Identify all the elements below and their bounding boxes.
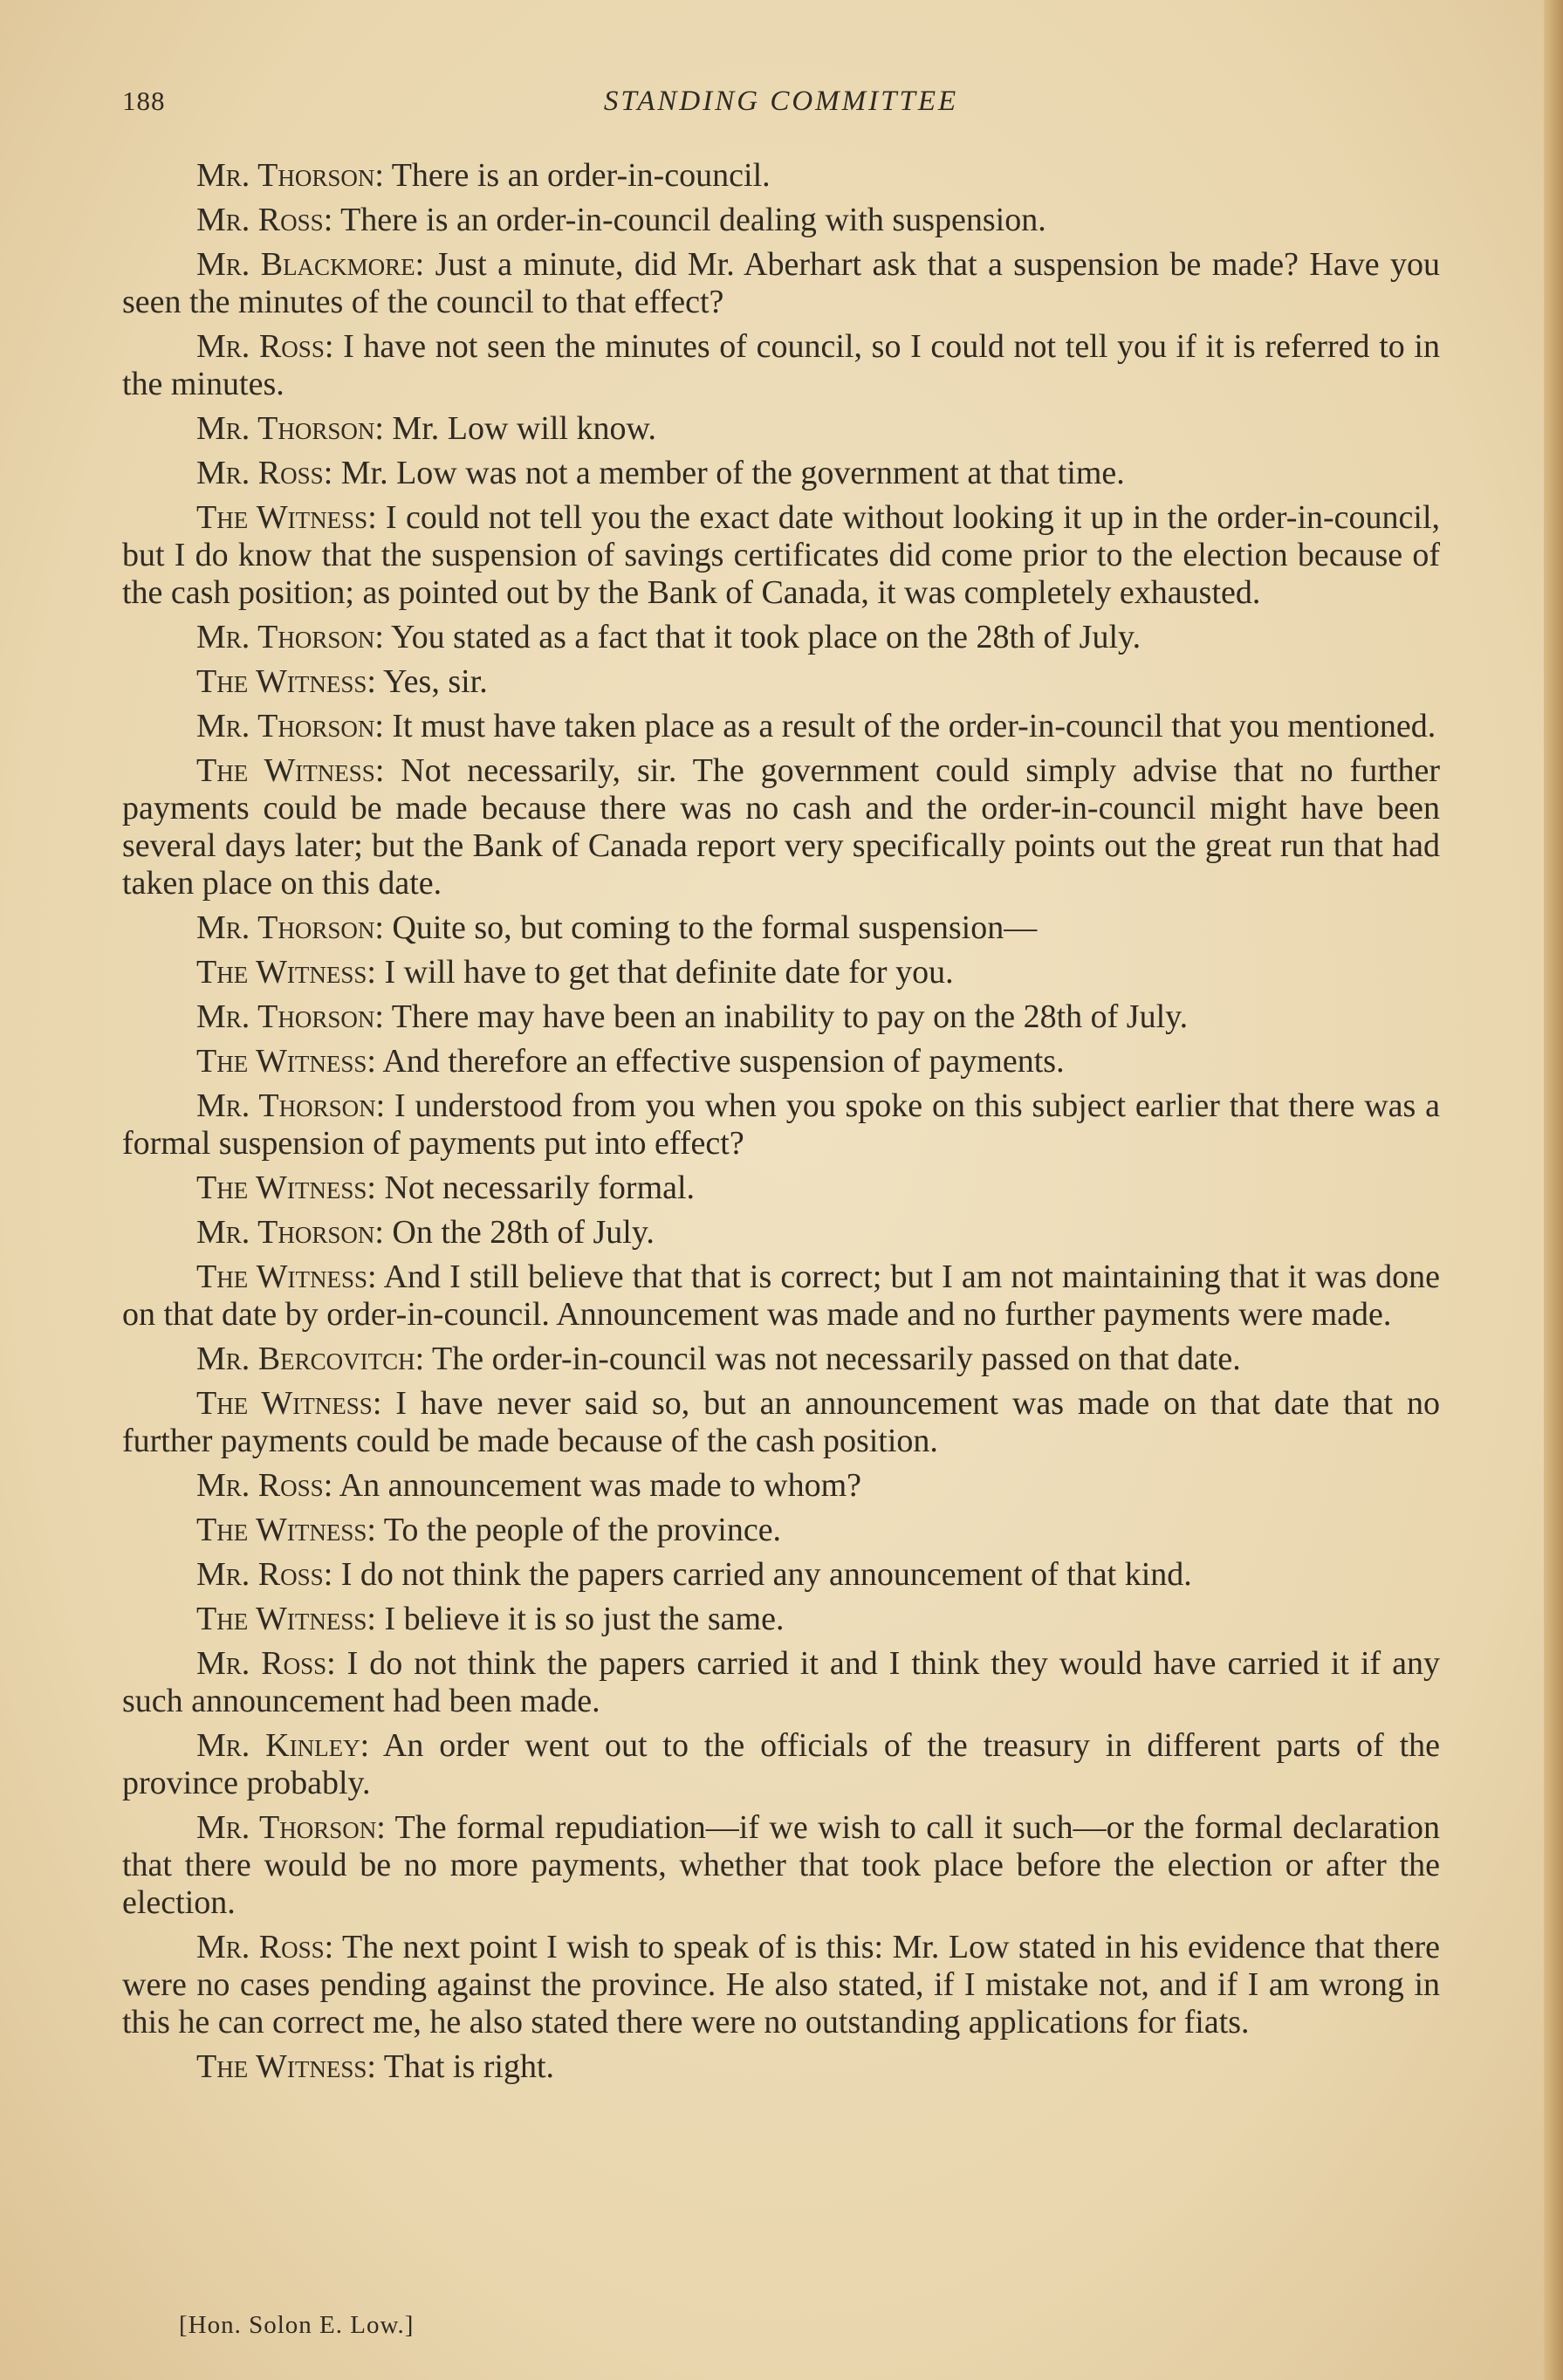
speaker-name: Mr. Thorson — [196, 708, 375, 744]
speaker-name: The Witness — [196, 1512, 367, 1548]
speaker-name: Mr. Ross — [196, 1467, 324, 1504]
transcript-paragraph: The Witness: I have never said so, but an announcement was made on that date that no further payments could be made because of the cash position. — [122, 1385, 1441, 1459]
transcript-paragraph: Mr. Thorson: I understood from you when you spoke on this subject earlier that there was a formal suspension of payments put into effect? — [122, 1087, 1440, 1162]
speaker-name: Mr. Ross — [196, 1929, 325, 1965]
speaker-name: The Witness — [196, 1601, 367, 1637]
transcript-paragraph: Mr. Ross: I have not seen the minutes of council, so I could not tell you if it is referred to in the minutes. — [122, 328, 1440, 402]
speech-text: I believe it is so just the same. — [384, 1601, 785, 1637]
transcript-paragraph: Mr. Thorson: You stated as a fact that it took place on the 28th of July. — [196, 619, 1141, 655]
speaker-name: The Witness — [196, 499, 368, 536]
transcript-paragraph: Mr. Ross: An announcement was made to whom? — [196, 1467, 861, 1504]
speaker-name: Mr. Thorson — [196, 1214, 375, 1251]
speech-text: Not necessarily formal. — [384, 1169, 696, 1206]
transcript-paragraph: Mr. Ross: I do not think the papers carried any announcement of that kind. — [196, 1556, 1192, 1593]
transcript-paragraph: The Witness: Yes, sir. — [196, 663, 488, 700]
speech-text: You stated as a fact that it took place on the 28th of July. — [391, 619, 1141, 655]
page-edge — [1544, 0, 1563, 2380]
speech-text: An order went out to the officials of the treasury in different parts of the province probably. — [122, 1727, 1440, 1801]
speaker-name: Mr. Blackmore — [196, 246, 415, 283]
speaker-name: The Witness — [196, 954, 367, 991]
transcript-paragraph: The Witness: I believe it is so just the same. — [196, 1601, 785, 1637]
speaker-name: The Witness — [196, 663, 367, 700]
speech-text: An announcement was made to whom? — [339, 1467, 861, 1504]
transcript-paragraph: The Witness: That is right. — [196, 2048, 555, 2085]
speech-text: The next point I wish to speak of is this: Mr. Low stated in his evidence that there were no cases pending against the province. He also stated, if I mistake not, and if I am wrong in this he can correct me, he also stated there were no outstanding applications for fiats. — [122, 1929, 1440, 2040]
speech-text: Mr. Low will know. — [392, 410, 656, 447]
speaker-name: Mr. Thorson — [196, 909, 375, 946]
speaker-name: The Witness — [196, 1259, 367, 1295]
transcript-paragraph: Mr. Blackmore: Just a minute, did Mr. Aberhart ask that a suspension be made? Have you seen the minutes of the council to that effect? — [122, 246, 1441, 320]
speech-text: I do not think the papers carried it and I think they would have carried it if any such announcement had been made. — [122, 1645, 1440, 1719]
transcript-paragraph: Mr. Thorson: There is an order-in-council. — [196, 157, 771, 194]
speaker-name: Mr. Thorson — [196, 157, 375, 194]
speaker-name: Mr. Kinley — [196, 1727, 360, 1764]
speech-text: To the people of the province. — [383, 1512, 782, 1548]
running-head: STANDING COMMITTEE — [603, 86, 959, 117]
transcript-paragraph: The Witness: I could not tell you the exact date without looking it up in the order-in-council, but I do know that the suspension of savings certificates did come prior to the election because of the cash position; as pointed out by the Bank of Canada, it was completely exhausted. — [122, 499, 1441, 611]
speech-text: Yes, sir. — [383, 663, 488, 700]
transcript-paragraph: The Witness: To the people of the province. — [196, 1512, 782, 1548]
transcript-paragraph: The Witness: Not necessarily, sir. The government could simply advise that no further payments could be made because there was no cash and the order-in-council might have been several days later; but the Bank of Canada report very specifically points out the great run that had taken place on this date. — [122, 752, 1440, 902]
transcript-paragraph: Mr. Thorson: On the 28th of July. — [196, 1214, 655, 1251]
transcript-paragraph: The Witness: Not necessarily formal. — [196, 1169, 696, 1206]
speech-text: I will have to get that definite date for you. — [384, 954, 954, 991]
speaker-name: Mr. Ross — [196, 1556, 324, 1593]
transcript-paragraph: Mr. Thorson: Mr. Low will know. — [196, 410, 656, 447]
speaker-name: Mr. Thorson — [196, 998, 375, 1035]
speaker-name: Mr. Thorson — [196, 1809, 377, 1846]
speaker-name: Mr. Thorson — [196, 619, 375, 655]
transcript-body — [122, 157, 1440, 2093]
speaker-name: The Witness — [196, 1169, 367, 1206]
speech-text: Quite so, but coming to the formal suspension— — [392, 909, 1038, 946]
speech-text: I do not think the papers carried any announcement of that kind. — [340, 1556, 1192, 1593]
speaker-name: Mr. Ross — [196, 328, 325, 365]
transcript-paragraph: The Witness: And I still believe that that is correct; but I am not maintaining that it was done on that date by order-in-council. Announcement was made and no further payments were made. — [122, 1259, 1441, 1333]
speech-text: I have never said so, but an announcement was made on that date that no further payments could be made because of the cash position. — [122, 1385, 1441, 1459]
speaker-name: The Witness — [196, 752, 375, 789]
speech-text: I understood from you when you spoke on this subject earlier that there was a formal suspension of payments put into effect? — [122, 1087, 1440, 1162]
speaker-name: Mr. Ross — [196, 202, 324, 238]
footer-note: [Hon. Solon E. Low.] — [179, 2311, 415, 2339]
page-number: 188 — [122, 86, 166, 116]
transcript-paragraph: The Witness: And therefore an effective suspension of payments. — [196, 1043, 1065, 1080]
transcript-paragraph: Mr. Thorson: Quite so, but coming to the formal suspension— — [196, 909, 1038, 946]
speech-text: That is right. — [383, 2048, 555, 2085]
transcript-paragraph: Mr. Bercovitch: The order-in-council was not necessarily passed on that date. — [196, 1341, 1241, 1377]
transcript-paragraph: Mr. Ross: The next point I wish to speak of is this: Mr. Low stated in his evidence that there were no cases pending against the province. He also stated, if I mistake not, and if I am wrong in this he can correct me, he also stated there were no outstanding applications for fiats. — [122, 1929, 1440, 2040]
transcript-paragraph: Mr. Ross: I do not think the papers carried it and I think they would have carried it if any such announcement had been made. — [122, 1645, 1440, 1719]
transcript-paragraph: Mr. Kinley: An order went out to the officials of the treasury in different parts of the province probably. — [122, 1727, 1440, 1801]
speech-text: And I still believe that that is correct; but I am not maintaining that it was done on that date by order-in-council. Announcement was made and no further payments were made. — [122, 1259, 1441, 1333]
speaker-name: The Witness — [196, 1385, 373, 1422]
speaker-name: Mr. Thorson — [196, 1087, 376, 1124]
speech-text: I could not tell you the exact date without looking it up in the order-in-council, but I do know that the suspension of savings certificates did come prior to the election because of the cash position; as pointed out by the Bank of Canada, it was completely exhausted. — [122, 499, 1441, 611]
transcript-paragraph: Mr. Ross: Mr. Low was not a member of the government at that time. — [196, 455, 1125, 491]
transcript-paragraph: Mr. Thorson: The formal repudiation—if we wish to call it such—or the formal declaration that there would be no more payments, whether that took place before the election or after the election. — [122, 1809, 1441, 1921]
speech-text: Just a minute, did Mr. Aberhart ask that a suspension be made? Have you seen the minutes of the council to that effect? — [122, 246, 1441, 320]
speaker-name: Mr. Ross — [196, 1645, 327, 1682]
speaker-name: The Witness — [196, 1043, 367, 1080]
speech-text: On the 28th of July. — [392, 1214, 655, 1251]
transcript-paragraph: Mr. Thorson: There may have been an inability to pay on the 28th of July. — [196, 998, 1189, 1035]
speaker-name: Mr. Ross — [196, 455, 324, 491]
speech-text: The order-in-council was not necessarily passed on that date. — [432, 1341, 1241, 1377]
speech-text: Mr. Low was not a member of the government at that time. — [340, 455, 1125, 491]
page-header — [122, 86, 1440, 129]
speaker-name: Mr. Bercovitch — [196, 1341, 415, 1377]
transcript-paragraph: Mr. Thorson: It must have taken place as a result of the order-in-council that you mentioned. — [196, 708, 1436, 744]
speaker-name: Mr. Thorson — [196, 410, 375, 447]
speech-text: There may have been an inability to pay on the 28th of July. — [391, 998, 1189, 1035]
speech-text: There is an order-in-council. — [391, 157, 771, 194]
transcript-paragraph: The Witness: I will have to get that definite date for you. — [196, 954, 954, 991]
speech-text: I have not seen the minutes of council, so I could not tell you if it is referred to in the minutes. — [122, 328, 1440, 402]
speech-text: Not necessarily, sir. The government could simply advise that no further payments could be made because there was no cash and the order-in-council might have been several days later; but the Bank of Canada report very specifically points out the great run that had taken place on this date. — [122, 752, 1440, 902]
speech-text: And therefore an effective suspension of payments. — [382, 1043, 1065, 1080]
transcript-paragraph: Mr. Ross: There is an order-in-council dealing with suspension. — [196, 202, 1046, 238]
speech-text: It must have taken place as a result of the order-in-council that you mentioned. — [392, 708, 1436, 744]
speech-text: The formal repudiation—if we wish to call it such—or the formal declaration that there would be no more payments, whether that took place before the election or after the election. — [122, 1809, 1441, 1921]
speaker-name: The Witness — [196, 2048, 367, 2085]
speech-text: There is an order-in-council dealing with suspension. — [340, 202, 1046, 238]
